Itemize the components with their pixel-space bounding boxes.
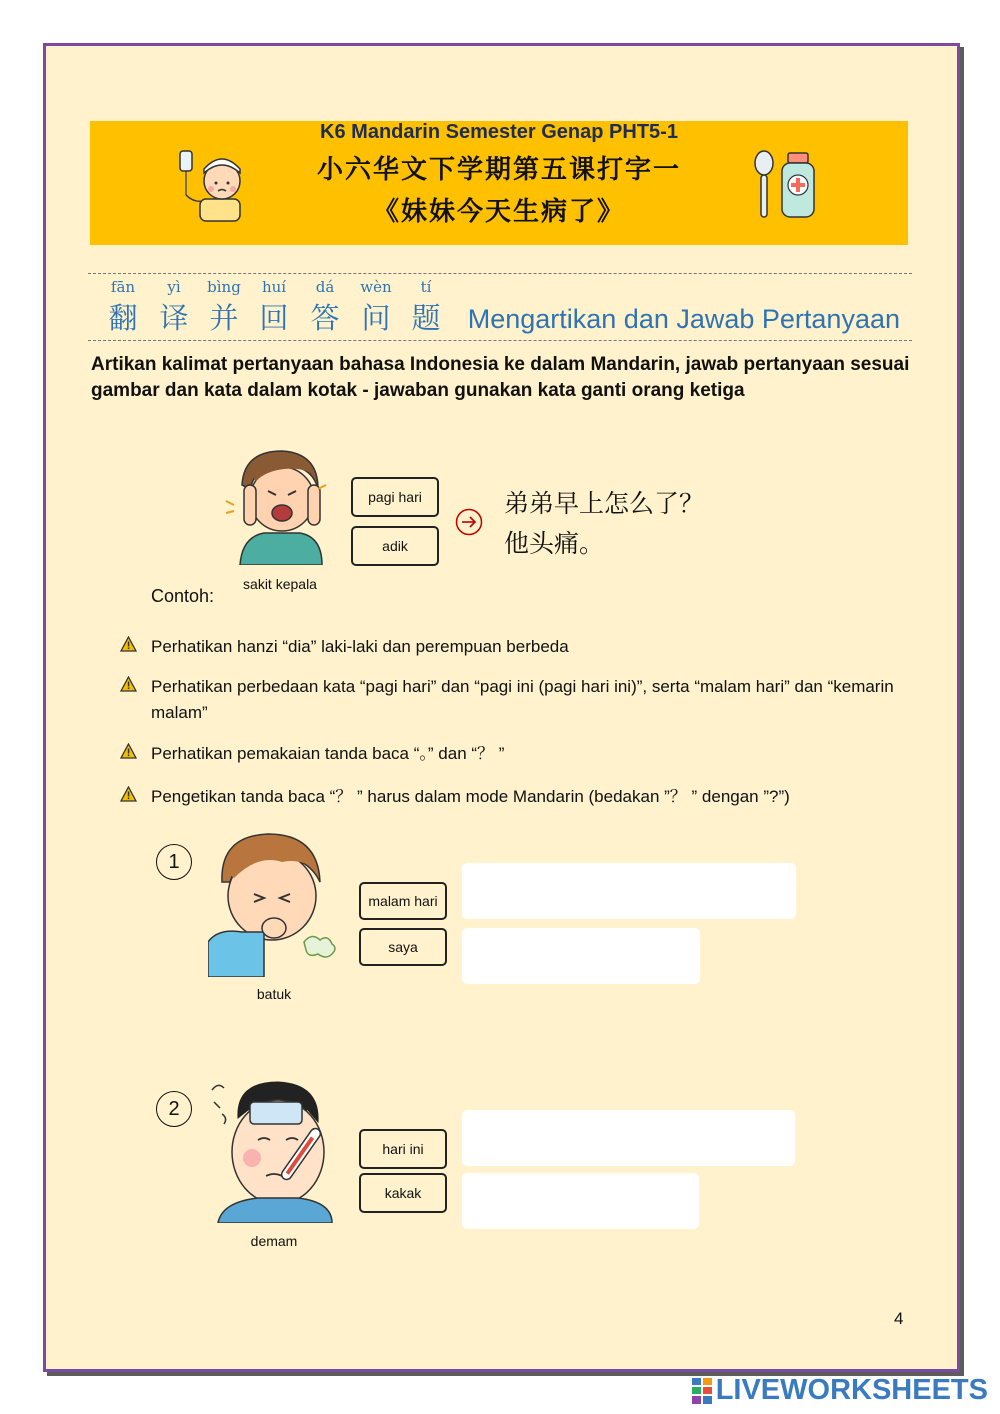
note-text: Perhatikan perbedaan kata “pagi hari” dan “pagi ini (pagi hari ini)”, serta “malam hari” dan “kemarin malam” [151, 677, 894, 722]
note-text: Pengetikan tanda baca “？ ” harus dalam mode Mandarin (bedakan ”？ ” dengan ”?”) [151, 787, 790, 806]
example-reply: 他头痛。 [504, 529, 605, 558]
lesson-title: 《妹妹今天生病了》 [372, 197, 625, 227]
divider-top [88, 273, 912, 274]
headache-boy-icon [222, 445, 332, 565]
question-caption: demam [250, 1233, 298, 1249]
pinyin: wèn [360, 278, 392, 296]
pinyin: yì [167, 278, 181, 296]
note-text: Perhatikan pemakaian tanda baca “。” dan “？ ” [151, 744, 505, 763]
question-caption: batuk [256, 986, 292, 1002]
word-box: saya [359, 928, 447, 966]
header-banner [90, 121, 908, 245]
word-box: hari ini [359, 1129, 447, 1169]
word-box: malam hari [359, 882, 447, 920]
pinyin: fān [110, 278, 136, 296]
liveworksheets-logo[interactable] [692, 1374, 988, 1407]
word-box: adik [351, 526, 439, 566]
answer-question-field[interactable] [462, 863, 796, 919]
note-text: Perhatikan hanzi “dia” laki-laki dan perempuan berbeda [151, 637, 569, 656]
arrow-right-icon [455, 508, 483, 536]
example-label: Contoh: [151, 586, 215, 606]
pinyin: bìng [207, 278, 241, 296]
question-number: 2 [156, 1091, 192, 1127]
hanzi: 题 [411, 301, 441, 335]
section-title-indonesian: Mengartikan dan Jawab Pertanyaan [467, 304, 900, 334]
answer-reply-field[interactable] [462, 1173, 699, 1229]
page-number: 4 [894, 1309, 904, 1328]
example-question: 弟弟早上怎么了？ [504, 489, 705, 518]
medicine-icon [750, 147, 820, 225]
warning-icon [120, 676, 137, 692]
pinyin: dá [315, 278, 335, 296]
question-number: 1 [156, 844, 192, 880]
answer-reply-field[interactable] [462, 928, 700, 984]
pinyin: huí [261, 278, 287, 296]
example-answer [504, 484, 704, 564]
hanzi: 答 [310, 301, 340, 335]
example-caption: sakit kepala [243, 576, 317, 592]
liveworksheets-icon [692, 1378, 712, 1404]
fever-man-icon [208, 1078, 336, 1223]
warning-icon [120, 636, 137, 652]
title-english: K6 Mandarin Semester Genap PHT5-1 [320, 121, 678, 143]
watermark-text: LIVEWORKSHEETS [715, 1374, 988, 1406]
coughing-boy-icon [208, 832, 340, 977]
warning-icon [120, 786, 137, 802]
answer-question-field[interactable] [462, 1110, 795, 1166]
word-box: pagi hari [351, 477, 439, 517]
hanzi: 译 [159, 301, 189, 335]
hanzi: 并 [209, 301, 239, 335]
hanzi: 回 [259, 301, 289, 335]
warning-icon [120, 743, 137, 759]
instruction-text: Artikan kalimat pertanyaan bahasa Indonesia ke dalam Mandarin, jawab pertanyaan sesuai gambar dan kata dalam kotak - jawaban gunakan kata ganti orang ketiga [91, 354, 910, 401]
title-chinese: 小六华文下学期第五课打字一 [316, 155, 681, 185]
hanzi: 翻 [108, 301, 138, 335]
divider-bottom [88, 340, 912, 341]
sick-child-icon [176, 143, 256, 223]
word-box: kakak [359, 1173, 447, 1213]
pinyin: tí [420, 278, 432, 296]
hanzi: 问 [361, 301, 391, 335]
